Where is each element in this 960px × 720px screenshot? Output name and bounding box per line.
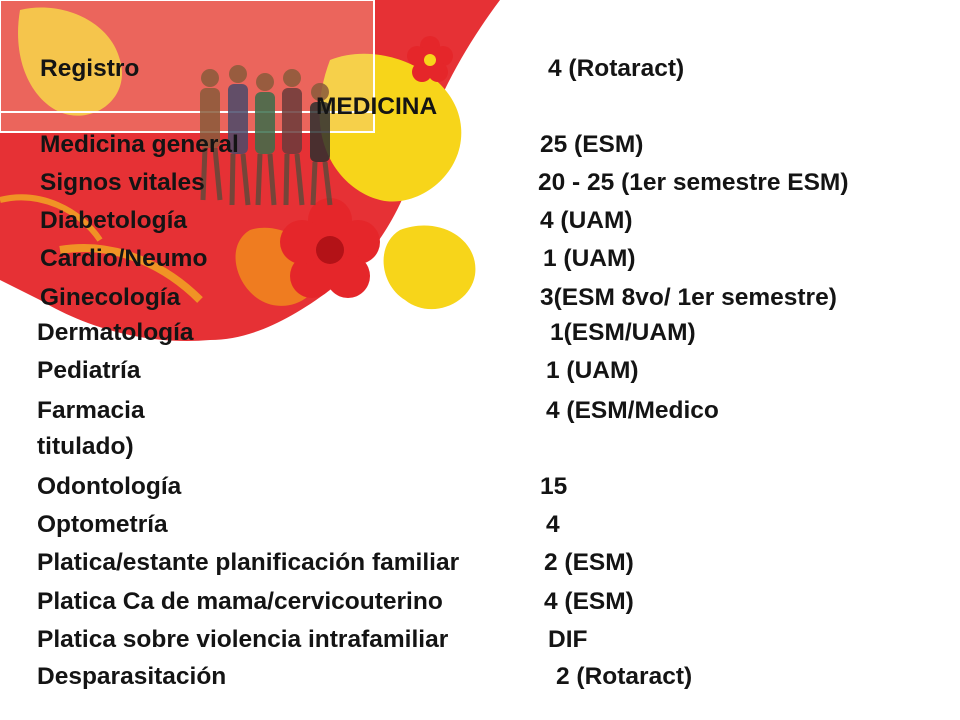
row-value: DIF bbox=[548, 626, 588, 653]
row-value: 1(ESM/UAM) bbox=[550, 319, 696, 346]
row-label: Pediatría bbox=[37, 357, 141, 384]
row-value: 1 (UAM) bbox=[543, 245, 636, 272]
row-label: Platica sobre violencia intrafamiliar bbox=[37, 626, 449, 653]
row-label: Desparasitación bbox=[37, 663, 227, 690]
row-label: Diabetología bbox=[40, 207, 188, 234]
row-label: Medicina general bbox=[40, 131, 239, 158]
row-value: 3(ESM 8vo/ 1er semestre) bbox=[540, 284, 837, 311]
row-label: Optometría bbox=[37, 511, 168, 538]
row-label: Odontología bbox=[37, 473, 182, 500]
row-value: 25 (ESM) bbox=[540, 131, 644, 158]
row-label: titulado) bbox=[37, 433, 134, 460]
row-label: Farmacia bbox=[37, 397, 145, 424]
row-value: 4 (ESM/Medico bbox=[546, 397, 719, 424]
row-label: Signos vitales bbox=[40, 169, 205, 196]
row-label: Platica/estante planificación familiar bbox=[37, 549, 460, 576]
row-value: 4 bbox=[546, 511, 560, 538]
section-title: MEDICINA bbox=[316, 93, 438, 120]
row-value: 2 (Rotaract) bbox=[556, 663, 693, 690]
row-label: Platica Ca de mama/cervicouterino bbox=[37, 588, 443, 615]
row-value: 20 - 25 (1er semestre ESM) bbox=[538, 169, 849, 196]
row-value: 4 (UAM) bbox=[540, 207, 633, 234]
row-label: Cardio/Neumo bbox=[40, 245, 208, 272]
row-value: 15 bbox=[540, 473, 568, 500]
row-value: 2 (ESM) bbox=[544, 549, 634, 576]
row-label: Dermatología bbox=[37, 319, 194, 346]
row-label: Ginecología bbox=[40, 284, 181, 311]
row-label: Registro bbox=[40, 55, 140, 82]
row-value: 4 (ESM) bbox=[544, 588, 634, 615]
row-value: 1 (UAM) bbox=[546, 357, 639, 384]
row-value: 4 (Rotaract) bbox=[548, 55, 685, 82]
